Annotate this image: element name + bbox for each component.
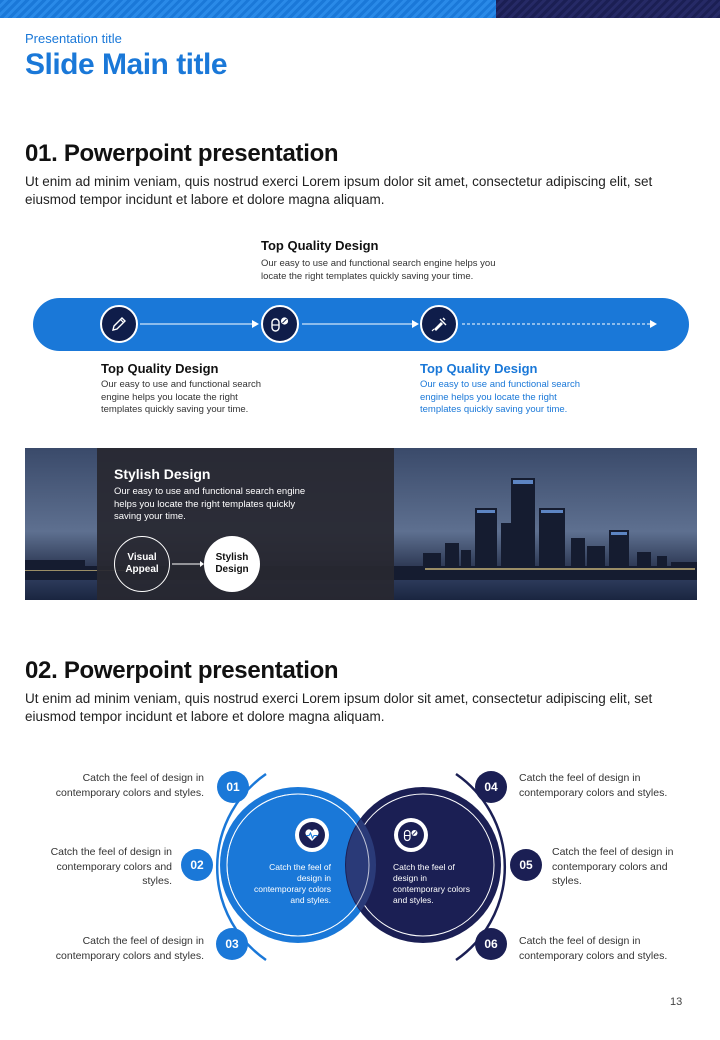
banner-text: Our easy to use and functional search engine helps you locate the right templates quickly saving your time. xyxy=(114,486,306,522)
item-05-text: Catch the feel of design in contemporary colors and styles. xyxy=(552,846,674,887)
timeline-right-text: Our easy to use and functional search engine helps you locate the right templates quickly saving your time. xyxy=(420,379,581,415)
syringe-icon xyxy=(420,305,458,343)
timeline-left-text: Our easy to use and functional search engine helps you locate the right templates quickly saving your time. xyxy=(101,379,262,415)
timeline-top-text: Our easy to use and functional search engine helps you locate the right templates quickly saving your time. xyxy=(261,258,496,282)
left-circle-text: Catch the feel of design in contemporary colors and styles. xyxy=(253,862,331,905)
visual-appeal-circle: Visual Appeal xyxy=(114,536,170,592)
header-stripe-blue xyxy=(0,0,496,18)
pills-icon xyxy=(261,305,299,343)
badge-05: 05 xyxy=(510,849,542,881)
item-04-text: Catch the feel of design in contemporary colors and styles. xyxy=(519,772,668,799)
banner-arrow xyxy=(172,558,204,570)
section2-body: Ut enim ad minim veniam, quis nostrud exerci Lorem ipsum dolor sit amet, consectetur adipiscing elit, set eiusmod tempor incidunt et labore et dolore magna aliquam. xyxy=(25,691,653,724)
section1-body: Ut enim ad minim veniam, quis nostrud exerci Lorem ipsum dolor sit amet, consectetur adipiscing elit, set eiusmod tempor incidunt et labore et dolore magna aliquam. xyxy=(25,174,653,207)
item-01-text: Catch the feel of design in contemporary colors and styles. xyxy=(55,772,204,799)
banner-title: Stylish Design xyxy=(114,466,211,482)
badge-03: 03 xyxy=(216,928,248,960)
header-stripe-navy xyxy=(496,0,720,18)
badge-06: 06 xyxy=(475,928,507,960)
arrow-head-3 xyxy=(650,320,657,328)
item-02-text: Catch the feel of design in contemporary colors and styles. xyxy=(50,846,172,887)
page-number: 13 xyxy=(670,996,683,1008)
item-06-text: Catch the feel of design in contemporary colors and styles. xyxy=(519,935,668,962)
badge-02: 02 xyxy=(181,849,213,881)
pencil-icon xyxy=(100,305,138,343)
stylish-design-circle: Stylish Design xyxy=(204,536,260,592)
timeline-left-title: Top Quality Design xyxy=(101,361,219,376)
heartbeat-icon xyxy=(295,818,329,852)
badge-01: 01 xyxy=(217,771,249,803)
city-skyline-image xyxy=(25,448,697,600)
badge-04: 04 xyxy=(475,771,507,803)
arrow-head-1 xyxy=(252,320,259,328)
right-circle-text: Catch the feel of design in contemporary colors and styles. xyxy=(393,862,471,905)
timeline-right-title: Top Quality Design xyxy=(420,361,538,376)
section2-heading: 02. Powerpoint presentation xyxy=(25,657,339,684)
timeline-top-title: Top Quality Design xyxy=(261,238,379,253)
slide-main-title: Slide Main title xyxy=(25,48,228,81)
arrow-head-2 xyxy=(412,320,419,328)
presentation-title: Presentation title xyxy=(25,31,122,46)
item-03-text: Catch the feel of design in contemporary colors and styles. xyxy=(55,935,204,962)
section1-heading: 01. Powerpoint presentation xyxy=(25,140,339,167)
pills-icon-venn xyxy=(394,818,428,852)
